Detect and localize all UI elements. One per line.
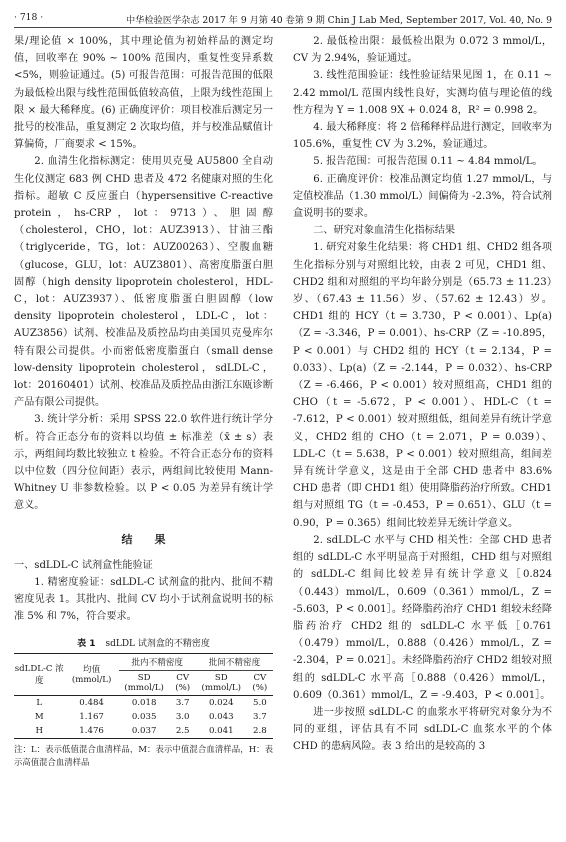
- paragraph-linearity: 3. 线性范围验证：线性验证结果见图 1，在 0.11 ~ 2.42 mmol/L 范围内线性良好，实测均值与理论值的线性方程为 Y = 1.008 9X + 0.024 8，R² = 0.998 2。: [293, 70, 552, 116]
- paragraph-reportable-range: 5. 报告范围：可报告范围 0.11 ~ 4.84 mmol/L。: [313, 156, 543, 168]
- subsection-heading-kit-validation: 一、sdLDL-C 试剂盒性能验证: [14, 559, 153, 571]
- table-cell-mean: 1.167: [79, 711, 104, 722]
- table-header-within-run: 批内不精密度: [119, 653, 196, 670]
- subsection-heading-biochemistry: 二、研究对象血清生化指标结果: [313, 225, 456, 237]
- left-column: [14, 33, 273, 833]
- table-cell-sd-between: 0.043: [208, 711, 234, 722]
- table-1: [14, 653, 273, 739]
- table-cell-sd-between: 0.041: [196, 724, 247, 739]
- paragraph-subgroup-analysis: 进一步按照 sdLDL-C 的血浆水平将研究对象分为不同的亚组，评估具有不同 sdLDL-C 血浆水平的个体 CHD 的患病风险。表 3 给出的是较高的 3: [293, 706, 552, 753]
- paragraph-max-dilution: 4. 最大稀释度：将 2 倍稀释样品进行测定，回收率为 105.6%，重复性 CV 为 3.2%，验证通过。: [293, 122, 552, 151]
- paragraph-serum-biochemistry: 2. 血清生化指标测定：使用贝克曼 AU5800 全自动生化仪测定 683 例 CHD 患者及 472 名健康对照的生化指标。超敏 C 反应蛋白（hypersensitive C-reactive protein，hs-CRP，lot：9713）、胆固醇（cholesterol，CHO，lot：AUZ3913）、甘油三酯（triglyceride，TG，lot：AUZ00263）、空腹血糖（glucose，GLU，lot：AUZ3801）、高密度脂蛋白胆固醇（high density lipoprotein cholesterol，HDL-C，lot：AUZ3937）、低密度脂蛋白胆固醇（low density lipoprotein cholesterol，LDL-C，lot：AUZ3856）试剂、校准品及质控品均由美国贝克曼库尔特有限公司提供。小而密低密度脂蛋白（small dense low-density lipoprotein cholesterol，sdLDL-C，lot：20160401）试剂、校准品及质控品由浙江东瓯诊断产品有限公司提供。: [14, 156, 273, 409]
- table-header-mean: 均值 (mmol/L): [65, 653, 119, 695]
- paragraph-methods-validation-end: 果/理论值 × 100%，其中理论值为初始样品的测定均值，回收率在 90% ~ 100% 范围内，重复性变异系数 <5%，则验证通过。(5) 可报告范围：可报告范围的低限为最低检出限与线性范围低值较高值，上限为线性范围上限 × 最大稀释度。(6) 正确度评价：项目校准后测定另一批号的校准品，重复测定 2 次取均值，并与校准品赋值计算偏倚，厂商要求 < 15%。: [14, 36, 273, 151]
- paragraph-biochemistry-results: 1. 研究对象生化结果：将 CHD1 组、CHD2 组各项生化指标分别与对照组比较，由表 2 可见，CHD1 组、CHD2 组和对照组的平均年龄分别是（65.73 ± 11.23）岁、（67.43 ± 11.56）岁、（57.62 ± 12.43）岁。CHD1 组的 HCY（t = 3.730，P < 0.001）、Lp(a)（Z = -3.346，P = 0.001）、hs-CRP（Z = -10.895，P < 0.001）与 CHD2 组的 HCY（t = 2.134，P = 0.033）、Lp(a)（Z = -2.144，P = 0.032）、hs-CRP（Z = -6.466，P < 0.001）较对照组高，CHD1 组的 CHO（t = -5.672，P < 0.001）、HDL-C（t = -7.612，P < 0.001）较对照组低，组间差异有统计学意义，CHD2 组的 CHO（t = 2.071，P = 0.039）、LDL-C（t = 5.638，P < 0.001）较对照组高，组间差异有统计学意义，这是由于全部 CHD 患者中 83.6% CHD 患者（即 CHD1 组）使用降脂药治疗所致。CHD1 组与对照组 TG（t = -0.453，P = 0.651）、GLU（t = 0.90，P = 0.365）组间比较差异无统计学意义。: [293, 242, 552, 529]
- paragraph-detection-limit: 2. 最低检出限：最低检出限为 0.072 3 mmol/L，CV 为 2.94%，验证通过。: [293, 36, 552, 65]
- table-cell-mean: 0.484: [65, 695, 119, 710]
- table-cell-sd-within: 0.035: [131, 711, 157, 722]
- table-cell-cv-within: 3.0: [175, 711, 190, 722]
- table-header-sd: SD (mmol/L): [201, 672, 241, 693]
- table-cell-cv-within: 3.7: [170, 695, 196, 710]
- table-cell-sd-within: 0.018: [119, 695, 170, 710]
- table-1-label: 表 1: [77, 638, 96, 649]
- table-cell-mean: 1.476: [65, 724, 119, 739]
- table-cell-sd-between: 0.024: [196, 695, 247, 710]
- paragraph-statistics: 3. 统计学分析：采用 SPSS 22.0 软件进行统计学分析。符合正态分布的资料以均值 ± 标准差（x̄ ± s）表示，两组间均数比较独立 t 检验。不符合正态分布的资料以中位数（四分位间距）表示，两组间比较使用 Mann-Whitney U 非参数检验。以 P < 0.05 为差异有统计学意义。: [14, 414, 273, 512]
- table-1-note: 注：L：表示低值混合血清样品，M：表示中值混合血清样品，H：表示高值混合血清样品: [14, 743, 273, 767]
- table-cell-cv-between: 3.7: [253, 711, 267, 722]
- table-cell-sd-within: 0.037: [119, 724, 170, 739]
- table-header-level: sdLDL-C 浓度: [14, 653, 65, 695]
- paragraph-precision: 1. 精密度验证：sdLDL-C 试剂盒的批内、批间不精密度见表 1。其批内、批间 CV 均小于试剂盒说明书的标准 5% 和 7%，符合要求。: [14, 576, 273, 623]
- table-header-cv: CV (%): [252, 672, 268, 693]
- journal-title: 中华检验医学杂志 2017 年 9 月第 40 卷第 9 期 Chin J Lab Med, September 2017, Vol. 40, No. 9: [126, 15, 552, 26]
- running-head: [14, 10, 552, 28]
- table-cell-level: L: [14, 695, 65, 710]
- table-header-sd: SD (mmol/L): [124, 672, 164, 693]
- table-cell-cv-between: 2.8: [247, 724, 273, 739]
- table-cell-cv-between: 5.0: [247, 695, 273, 710]
- right-column: [293, 33, 552, 833]
- table-cell-cv-within: 2.5: [170, 724, 196, 739]
- table-cell-level: H: [14, 724, 65, 739]
- paragraph-sdldl-chd-correlation: 2. sdLDL-C 水平与 CHD 相关性：全部 CHD 患者组的 sdLDL-C 水平明显高于对照组，CHD 组与对照组的 sdLDL-C 组间比较差异有统计学意义［0.824（0.443）mmol/L，0.609（0.361）mmol/L，Z = -5.603，P < 0.001］。经降脂药治疗 CHD1 组较未经降脂药治疗 CHD2 组的 sdLDL-C 水平低［0.761（0.479）mmol/L，0.888（0.426）mmol/L，Z = -2.304，P = 0.021］。未经降脂药治疗 CHD2 组较对照组的 sdLDL-C 水平高［0.888（0.426）mmol/L，0.609（0.361）mmol/L，Z = -9.403，P < 0.001］。: [293, 534, 552, 701]
- section-title-results: 结果: [121, 532, 188, 546]
- paragraph-trueness: 6. 正确度评价：校准品测定均值 1.27 mmol/L，与定值校准品（1.30 mmol/L）间偏倚为 -2.3%，符合试剂盒说明书的要求。: [293, 173, 552, 220]
- table-1-title: sdLDL 试剂盒的不精密度: [105, 638, 210, 649]
- table-cell-level: M: [34, 711, 44, 722]
- table-header-between-run: 批间不精密度: [196, 653, 273, 670]
- table-1-caption: [14, 636, 273, 649]
- table-header-cv: CV (%): [175, 672, 191, 693]
- page-number: · 718 ·: [14, 12, 44, 23]
